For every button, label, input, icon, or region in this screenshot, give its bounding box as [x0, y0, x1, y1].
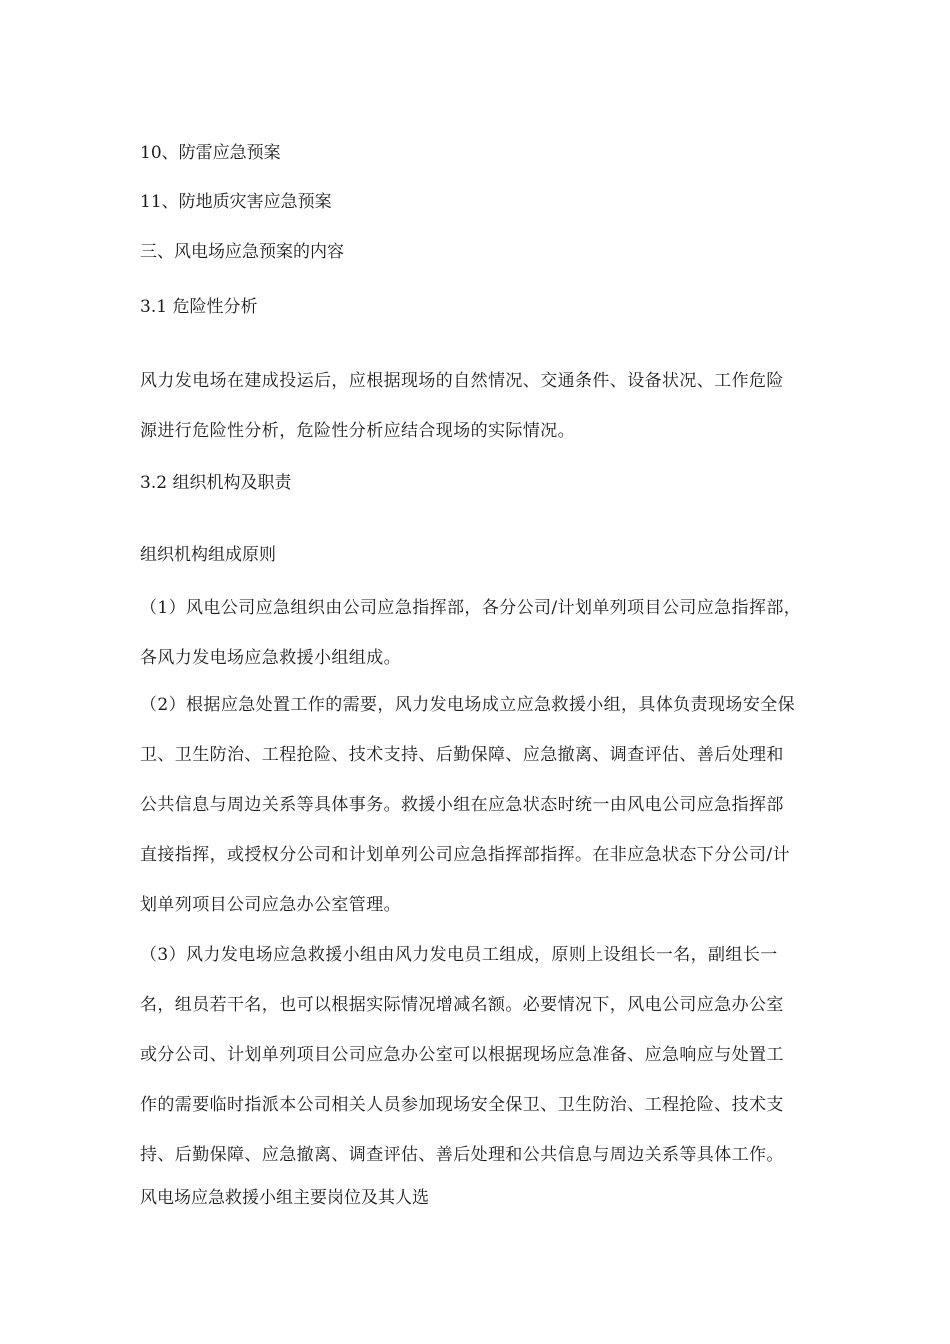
paragraph-2 [140, 680, 830, 930]
paragraph-line: 持、后勤保障、应急撤离、调查评估、善后处理和公共信息与周边关系等具体工作。 [140, 1145, 784, 1165]
paragraph-line: 公共信息与周边关系等具体事务。救援小组在应急状态时统一由风电公司应急指挥部 [140, 795, 784, 815]
paragraph-line: 各风力发电场应急救援小组组成。 [140, 648, 401, 668]
list-item-11: 11、防地质灾害应急预案 [140, 192, 332, 212]
paragraph-line: 源进行危险性分析，危险性分析应结合现场的实际情况。 [140, 421, 575, 441]
paragraph-3-1 [140, 356, 830, 456]
closing-line: 风电场应急救援小组主要岗位及其人选 [140, 1188, 429, 1208]
paragraph-line: （3）风力发电场应急救援小组由风力发电员工组成，原则上设组长一名，副组长一 [140, 945, 778, 965]
paragraph-line: 名，组员若干名，也可以根据实际情况增减名额。必要情况下，风电公司应急办公室 [140, 995, 784, 1015]
paragraph-line: 划单列项目公司应急办公室管理。 [140, 895, 401, 915]
list-item-10: 10、防雷应急预案 [140, 143, 281, 163]
paragraph-line: （1）风电公司应急组织由公司应急指挥部，各分公司/计划单列项目公司应急指挥部， [140, 598, 802, 618]
section-title: 三、风电场应急预案的内容 [140, 242, 344, 262]
paragraph-line: （2）根据应急处置工作的需要，风力发电场成立应急救援小组，具体负责现场安全保 [140, 695, 796, 715]
paragraph-1 [140, 583, 830, 683]
paragraph-line: 作的需要临时指派本公司相关人员参加现场安全保卫、卫生防治、工程抢险、技术支 [140, 1095, 784, 1115]
principle-title: 组织机构组成原则 [140, 545, 276, 565]
heading-3-2: 3.2 组织机构及职责 [140, 473, 292, 493]
heading-3-1: 3.1 危险性分析 [140, 297, 258, 317]
paragraph-line: 风力发电场在建成投运后，应根据现场的自然情况、交通条件、设备状况、工作危险 [140, 371, 784, 391]
paragraph-line: 卫、卫生防治、工程抢险、技术支持、后勤保障、应急撤离、调查评估、善后处理和 [140, 745, 784, 765]
paragraph-line: 或分公司、计划单列项目公司应急办公室可以根据现场应急准备、应急响应与处置工 [140, 1045, 784, 1065]
paragraph-line: 直接指挥，或授权分公司和计划单列公司应急指挥部指挥。在非应急状态下分公司/计 [140, 845, 790, 865]
paragraph-3 [140, 930, 830, 1180]
